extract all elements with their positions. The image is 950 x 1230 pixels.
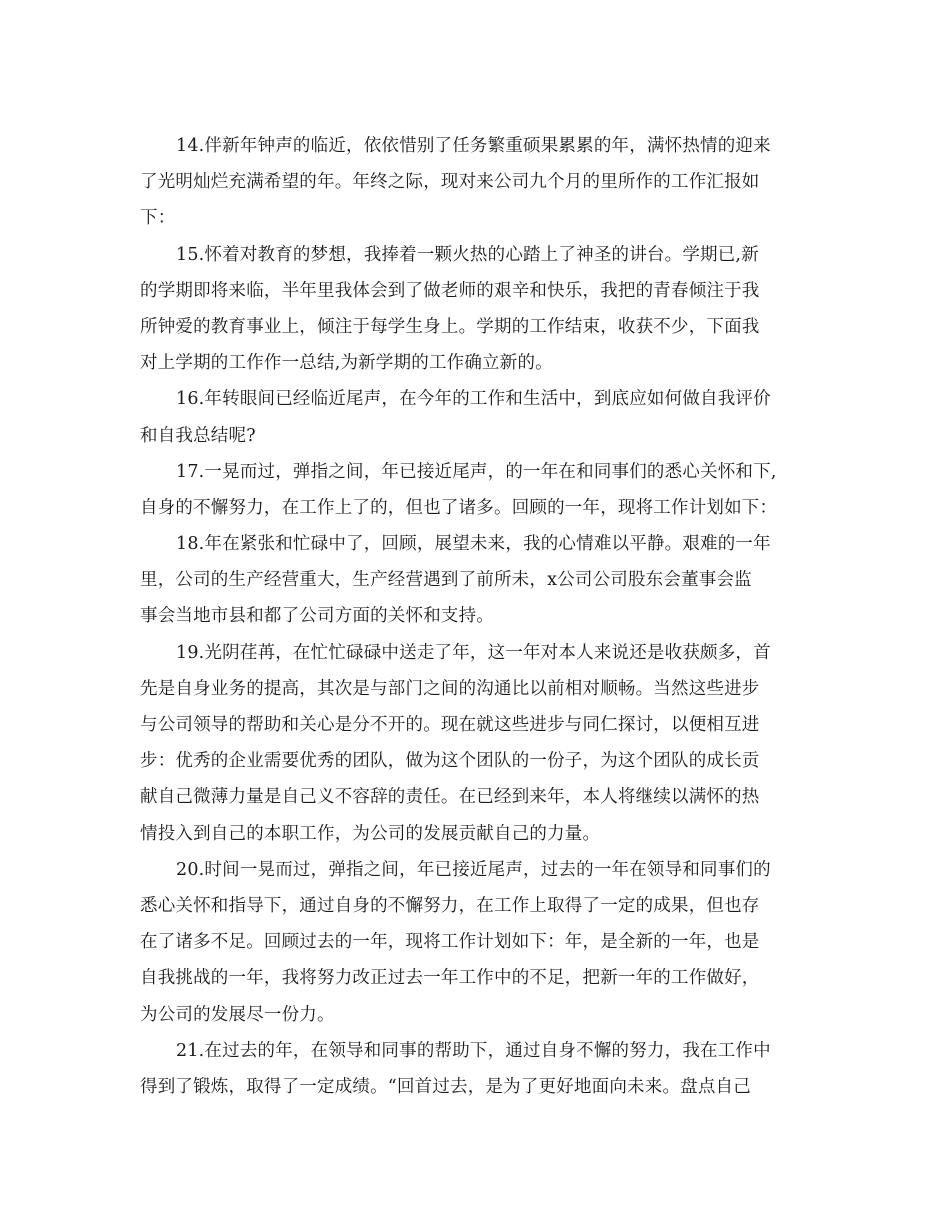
- text-line: 19.光阴荏苒，在忙忙碌碌中送走了年，这一年对本人来说还是收获颇多，首: [176, 642, 771, 663]
- text-line: 自我挑战的一年，我将努力改正过去一年工作中的不足，把新一年的工作做好，: [140, 968, 760, 989]
- text-line: 与公司领导的帮助和关心是分不开的。现在就这些进步与同仁探讨，以便相互进: [140, 715, 760, 735]
- paragraph-18: [140, 526, 815, 635]
- text-line: 步：优秀的企业需要优秀的团队，做为这个团队的一份子，为这个团队的成长贡: [140, 751, 760, 772]
- text-line: 情投入到自己的本职工作，为公司的发展贡献自己的力量。: [140, 823, 601, 844]
- text-line: 悉心关怀和指导下，通过自身的不懈努力，在工作上取得了一定的成果，但也存: [140, 895, 760, 916]
- text-line: 下：: [140, 208, 176, 229]
- paragraph-19: [140, 635, 815, 852]
- text-line: 为公司的发展尽一份力。: [140, 1004, 335, 1025]
- text-line: 所钟爱的教育事业上，倾注于每学生身上。学期的工作结束，收获不少，下面我: [140, 316, 760, 337]
- text-line: 和自我总结呢?: [140, 425, 256, 446]
- text-line: 里，公司的生产经营重大，生产经营遇到了前所未，x公司公司股东会董事会监: [140, 570, 752, 591]
- paragraph-15: [140, 237, 815, 382]
- text-line: 自身的不懈努力，在工作上了的，但也了诸多。回顾的一年，现将工作计划如下：: [140, 497, 778, 518]
- paragraph-20: [140, 852, 815, 1033]
- text-line: 的学期即将来临，半年里我体会到了做老师的艰辛和快乐，我把的青春倾注于我: [140, 280, 760, 301]
- text-line: 21.在过去的年，在领导和同事的帮助下，通过自身不懈的努力，我在工作中: [176, 1040, 771, 1061]
- text-line: 16.年转眼间已经临近尾声，在今年的工作和生活中，到底应如何做自我评价: [176, 389, 771, 410]
- text-line: 先是自身业务的提高，其次是与部门之间的沟通比以前相对顺畅。当然这些进步: [140, 678, 760, 699]
- text-line: 15.怀着对教育的梦想，我捧着一颗火热的心踏上了神圣的讲台。学期已,新: [176, 244, 759, 265]
- paragraph-14: [140, 128, 815, 237]
- paragraph-16: [140, 381, 815, 453]
- text-line: 事会当地市县和都了公司方面的关怀和支持。: [140, 606, 494, 627]
- paragraph-21: [140, 1033, 815, 1105]
- text-line: 得到了锻炼，取得了一定成绩。“回首过去，是为了更好地面向未来。盘点自己: [140, 1076, 751, 1097]
- text-line: 对上学期的工作作一总结,为新学期的工作确立新的。: [140, 353, 553, 374]
- text-line: 20.时间一晃而过，弹指之间，年已接近尾声，过去的一年在领导和同事们的: [176, 859, 771, 880]
- text-line: 献自己微薄力量是自己义不容辞的责任。在已经到来年，本人将继续以满怀的热: [140, 787, 760, 808]
- text-line: 18.年在紧张和忙碌中了，回顾，展望未来，我的心情难以平静。艰难的一年: [176, 534, 771, 555]
- text-line: 了光明灿烂充满希望的年。年终之际，现对来公司九个月的里所作的工作汇报如: [140, 172, 760, 193]
- text-line: 在了诸多不足。回顾过去的一年，现将工作计划如下：年，是全新的一年，也是: [140, 932, 760, 953]
- document-body: [140, 128, 815, 1105]
- text-line: 14.伴新年钟声的临近，依依惜别了任务繁重硕果累累的年，满怀热情的迎来: [176, 136, 771, 156]
- paragraph-17: [140, 454, 815, 526]
- text-line: 17.一晃而过，弹指之间，年已接近尾声，的一年在和同事们的悉心关怀和下,: [176, 461, 777, 482]
